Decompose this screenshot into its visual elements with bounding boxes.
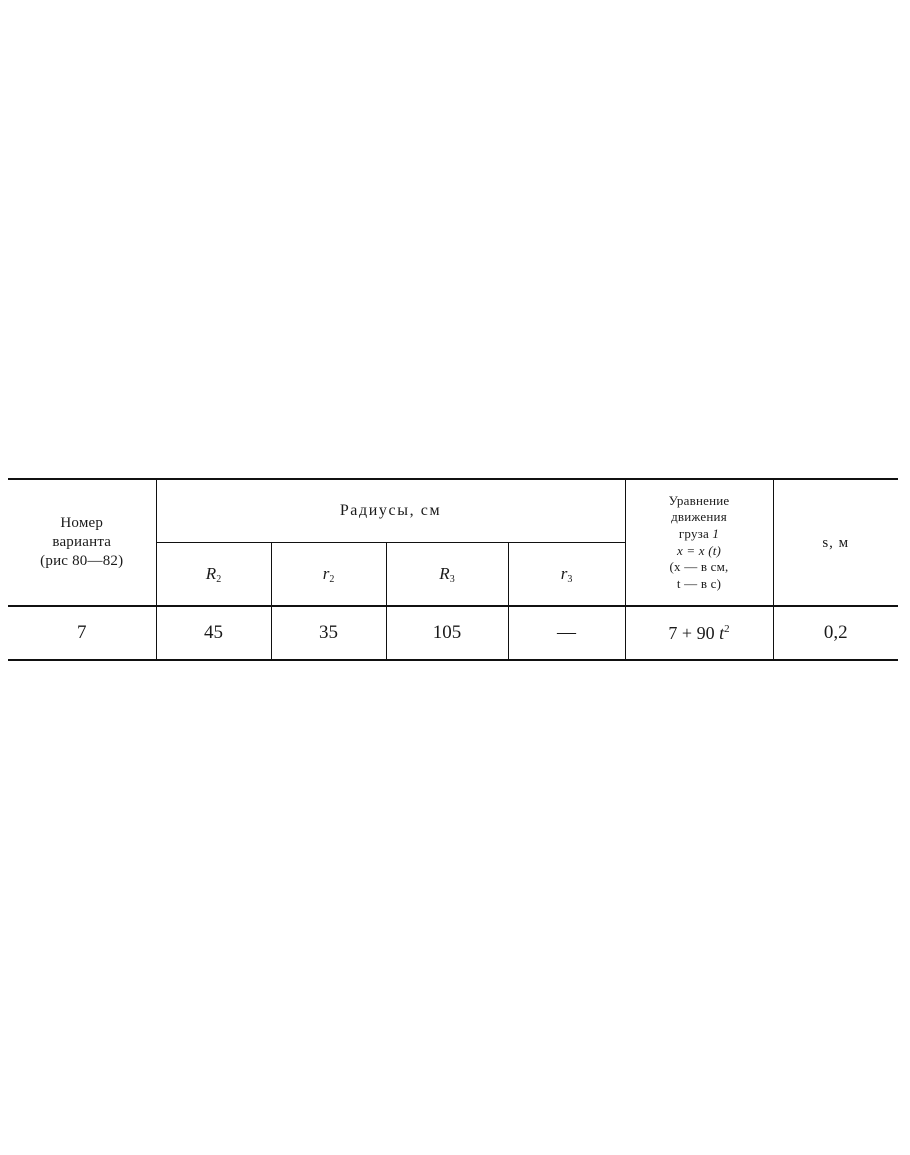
- cell-equation: [625, 606, 773, 660]
- header-equation-load-symbol: 1: [712, 525, 720, 541]
- cell-r2: 35: [271, 606, 386, 660]
- header-s-label: s, м: [822, 534, 850, 551]
- header-cell-equation: [625, 479, 773, 606]
- header-radii-label: Радиусы, см: [339, 502, 442, 519]
- header-equation-line1: Уравнение: [668, 492, 730, 508]
- header-cell-r3: [508, 543, 625, 607]
- header-variant-line2: варианта: [52, 534, 112, 551]
- cell-variant: 7: [8, 606, 156, 660]
- table-row: [8, 606, 898, 660]
- header-cell-R2: [156, 543, 271, 607]
- header-cell-variant: [8, 479, 156, 606]
- header-cell-s: [773, 479, 898, 606]
- header-equation-line2: движения: [671, 509, 727, 525]
- header-cell-radii-group: [156, 479, 625, 543]
- cell-r3: —: [508, 606, 625, 660]
- header-symbol-R3: $R_3$: [439, 564, 455, 585]
- header-symbol-r2: $r_2$: [322, 564, 335, 585]
- table-bottom-rule: [8, 660, 898, 661]
- header-symbol-r3: $r_3$: [560, 564, 573, 585]
- variant-parameters-table: [8, 478, 898, 661]
- cell-s: 0,2: [773, 606, 898, 660]
- cell-equation-value: 7 + 90 $t^2$: [668, 622, 730, 643]
- cell-R2: 45: [156, 606, 271, 660]
- table-bottom-rule-row: [8, 660, 898, 661]
- header-equation-line5: (x — в см,: [669, 559, 729, 575]
- header-symbol-R2: $R_2$: [205, 564, 222, 585]
- table-header-row-group: [8, 479, 898, 543]
- header-equation-line6: t — в с): [676, 575, 722, 591]
- header-cell-r2: [271, 543, 386, 607]
- cell-R3: 105: [386, 606, 508, 660]
- header-cell-R3: [386, 543, 508, 607]
- header-equation-line4: x = x (t): [676, 542, 722, 558]
- header-variant-line3: (рис 80—82): [40, 552, 124, 569]
- header-equation-line3: груза 1: [678, 525, 720, 541]
- header-variant-line1: Номер: [60, 515, 104, 532]
- data-table-container: [8, 478, 898, 661]
